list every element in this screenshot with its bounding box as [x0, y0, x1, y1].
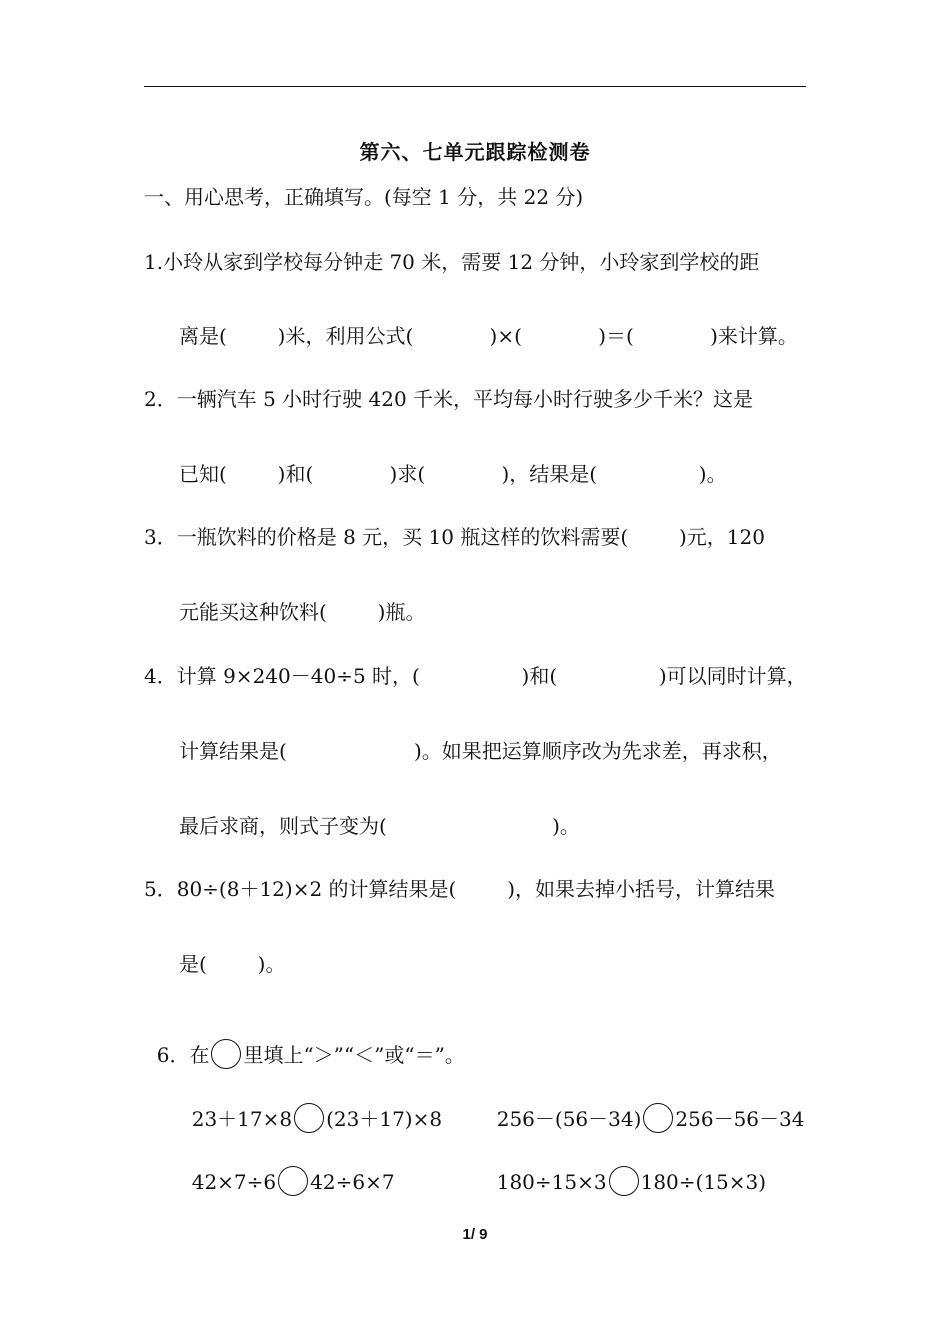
compare-row-1-left: [179, 1075, 442, 1133]
question-3-line-2: 元能买这种饮料( )瓶。: [179, 600, 426, 624]
expression: 180÷(15×3): [640, 1170, 767, 1194]
expression: 42×7÷6: [191, 1170, 277, 1194]
header-rule: [144, 86, 806, 87]
question-1-line-2: 离是( )米，利用公式( )×( )＝( )来计算。: [179, 324, 798, 348]
compare-row-1-right: [484, 1075, 804, 1133]
answer-circle-4[interactable]: [609, 1166, 639, 1196]
expression: 42÷6×7: [310, 1170, 395, 1194]
expression: 23＋17×8: [191, 1107, 293, 1131]
question-5-line-2: 是( )。: [179, 952, 286, 976]
answer-circle-icon: [211, 1039, 241, 1069]
question-5-line-1: 5．80÷(8＋12)×2 的计算结果是( )，如果去掉小括号，计算结果: [144, 877, 776, 901]
question-2-line-2: 已知( )和( )求( )，结果是( )。: [179, 462, 727, 486]
answer-circle-1[interactable]: [294, 1103, 324, 1133]
question-6-instruction: [144, 1011, 465, 1069]
expression: 256－(56－34): [496, 1107, 642, 1131]
compare-row-2-left: [179, 1138, 395, 1196]
page-title: 第六、七单元跟踪检测卷: [359, 140, 591, 164]
question-4-line-3: 最后求商，则式子变为( )。: [179, 814, 580, 838]
question-6-suffix: 里填上“＞”“＜”或“＝”。: [243, 1043, 465, 1067]
question-3-line-1: 3．一瓶饮料的价格是 8 元，买 10 瓶这样的饮料需要( )元，120: [144, 525, 765, 549]
question-2-line-1: 2．一辆汽车 5 小时行驶 420 千米，平均每小时行驶多少千米？这是: [144, 387, 754, 411]
question-4-line-1: 4．计算 9×240－40÷5 时，( )和( )可以同时计算，: [144, 664, 807, 688]
question-6-prefix: 6．在: [156, 1043, 210, 1067]
question-4-line-2: 计算结果是( )。如果把运算顺序改为先求差，再求积，: [179, 739, 782, 763]
expression: (23＋17)×8: [326, 1107, 443, 1131]
compare-row-2-right: [484, 1138, 766, 1196]
expression: 256－56－34: [675, 1107, 805, 1131]
answer-circle-2[interactable]: [643, 1103, 673, 1133]
answer-circle-3[interactable]: [278, 1166, 308, 1196]
section-heading: 一、用心思考，正确填写。(每空 1 分，共 22 分): [144, 185, 584, 209]
expression: 180÷15×3: [496, 1170, 607, 1194]
question-1-line-1: 1.小玲从家到学校每分钟走 70 米，需要 12 分钟，小玲家到学校的距: [144, 250, 760, 274]
page-number: 1/ 9: [462, 1226, 488, 1243]
